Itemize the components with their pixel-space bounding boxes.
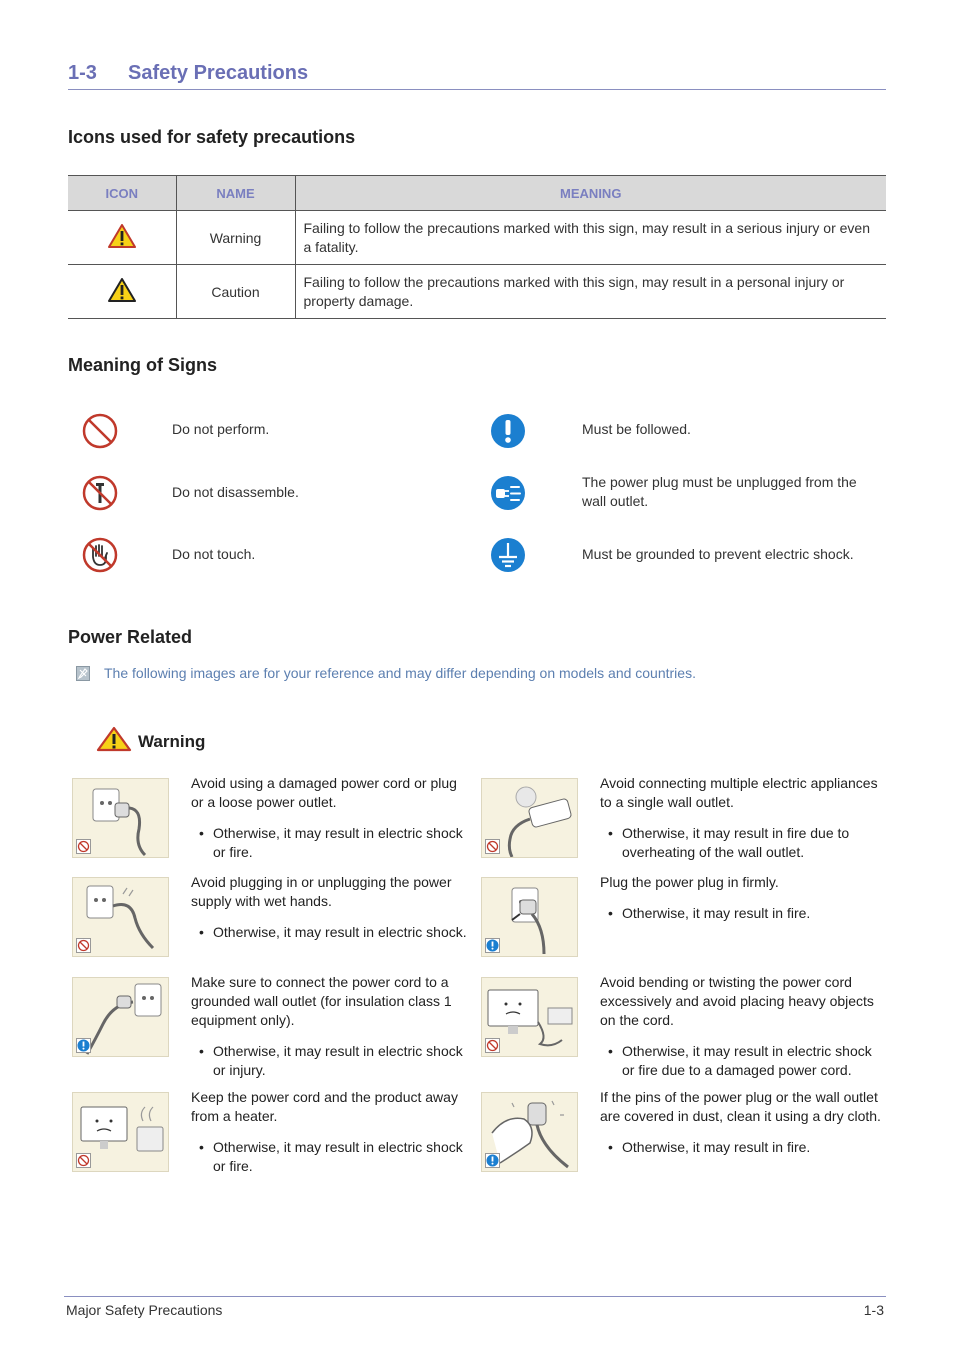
item-text: Avoid bending or twisting the power cord excessively and avoid placing heavy objects on the cord.	[600, 974, 874, 1028]
page-footer	[64, 1296, 886, 1320]
note	[76, 666, 90, 681]
illustration-dusty-pins	[481, 1092, 578, 1172]
illustration-multiple-appliances	[481, 778, 578, 858]
illustration-heater	[72, 1092, 169, 1172]
item-text: If the pins of the power plug or the wall outlet are covered in dust, clean it using a dry cloth.	[600, 1089, 881, 1124]
illustration-plug-firmly	[481, 877, 578, 957]
item-grounded-outlet	[191, 973, 473, 1080]
footer-chapter: Major Safety Precautions	[66, 1302, 223, 1318]
header-meaning: MEANING	[295, 176, 886, 211]
item-wet-hands	[191, 873, 473, 942]
item-bullet: • Otherwise, it may result in electric shock or fire.	[191, 824, 473, 862]
mandatory-badge-icon	[76, 1038, 91, 1053]
item-damaged-cord	[191, 774, 473, 862]
prohibition-badge-icon	[76, 1153, 91, 1168]
table-header-row	[68, 176, 886, 211]
section-title: Safety Precautions	[128, 62, 309, 84]
item-text: Keep the power cord and the product away from a heater.	[191, 1089, 458, 1124]
sign-text: Do not touch.	[172, 546, 256, 562]
item-heater	[191, 1088, 473, 1176]
illustration-damaged-cord	[72, 778, 169, 858]
prohibition-icon	[82, 413, 118, 449]
illustration-wet-hands	[72, 877, 169, 957]
row-meaning: Failing to follow the precautions marked with this sign, may result in a personal injury or property damage.	[295, 265, 886, 319]
icons-table	[68, 175, 886, 319]
sign-no-touch	[82, 537, 118, 573]
note-text: The following images are for your reference and may differ depending on models and countries.	[104, 665, 696, 681]
signs-section-title: Meaning of Signs	[68, 355, 218, 375]
prohibition-badge-icon	[76, 938, 91, 953]
table-row	[68, 265, 886, 319]
warning-label: Warning	[138, 732, 206, 751]
prohibition-badge-icon	[485, 1038, 500, 1053]
row-name: Warning	[176, 211, 295, 265]
row-name: Caution	[176, 265, 295, 319]
prohibition-badge-icon	[76, 839, 91, 854]
table-row	[68, 211, 886, 265]
sign-no-disassemble	[82, 475, 118, 511]
item-plug-firmly	[600, 873, 882, 923]
section-heading	[68, 62, 886, 90]
note-icon	[76, 666, 90, 681]
caution-triangle-icon	[108, 277, 136, 303]
item-multiple-appliances	[600, 774, 882, 862]
mandatory-badge-icon	[485, 1153, 500, 1168]
item-bullet: • Otherwise, it may result in electric shock or fire due to a damaged power cord.	[600, 1042, 882, 1080]
no-disassemble-icon	[82, 475, 118, 511]
sign-mandatory	[490, 413, 526, 449]
illustration-bent-cord	[481, 977, 578, 1057]
footer-page-number: 1-3	[863, 1302, 884, 1318]
sign-text: Must be grounded to prevent electric shock.	[582, 546, 854, 562]
no-touch-icon	[82, 537, 118, 573]
sign-prohibition	[82, 413, 118, 449]
item-text: Make sure to connect the power cord to a grounded wall outlet (for insulation class 1 equipment only).	[191, 974, 452, 1028]
illustration-grounded-outlet	[72, 977, 169, 1057]
sign-ground	[490, 537, 526, 573]
item-text: Avoid plugging in or unplugging the power supply with wet hands.	[191, 874, 452, 909]
warning-triangle-icon	[108, 223, 136, 249]
mandatory-badge-icon	[485, 938, 500, 953]
warning-triangle-icon	[96, 726, 132, 752]
ground-icon	[490, 537, 526, 573]
sign-text: Must be followed.	[582, 421, 691, 437]
prohibition-badge-icon	[485, 839, 500, 854]
sign-text: Do not disassemble.	[172, 484, 299, 500]
sign-text: The power plug must be unplugged from the wall outlet.	[582, 474, 857, 509]
item-dusty-pins	[600, 1088, 882, 1157]
unplug-icon	[490, 475, 526, 511]
sign-unplug	[490, 475, 526, 511]
row-meaning: Failing to follow the precautions marked with this sign, may result in a serious injury or even a fatality.	[295, 211, 886, 265]
item-bent-cord	[600, 973, 882, 1080]
header-name: NAME	[176, 176, 295, 211]
mandatory-icon	[490, 413, 526, 449]
item-bullet: • Otherwise, it may result in electric shock.	[191, 923, 473, 942]
item-bullet: • Otherwise, it may result in electric shock or injury.	[191, 1042, 473, 1080]
item-bullet: • Otherwise, it may result in electric shock or fire.	[191, 1138, 473, 1176]
item-text: Avoid using a damaged power cord or plug or a loose power outlet.	[191, 775, 457, 810]
item-text: Plug the power plug in firmly.	[600, 874, 779, 890]
header-icon: ICON	[68, 176, 176, 211]
sign-text: Do not perform.	[172, 421, 270, 437]
item-bullet: • Otherwise, it may result in fire.	[600, 1138, 882, 1157]
icons-section-title: Icons used for safety precautions	[68, 127, 356, 147]
power-section-title: Power Related	[68, 627, 193, 647]
item-bullet: • Otherwise, it may result in fire due to overheating of the wall outlet.	[600, 824, 882, 862]
item-text: Avoid connecting multiple electric appliances to a single wall outlet.	[600, 775, 878, 810]
item-bullet: • Otherwise, it may result in fire.	[600, 904, 882, 923]
section-number: 1-3	[68, 62, 97, 84]
